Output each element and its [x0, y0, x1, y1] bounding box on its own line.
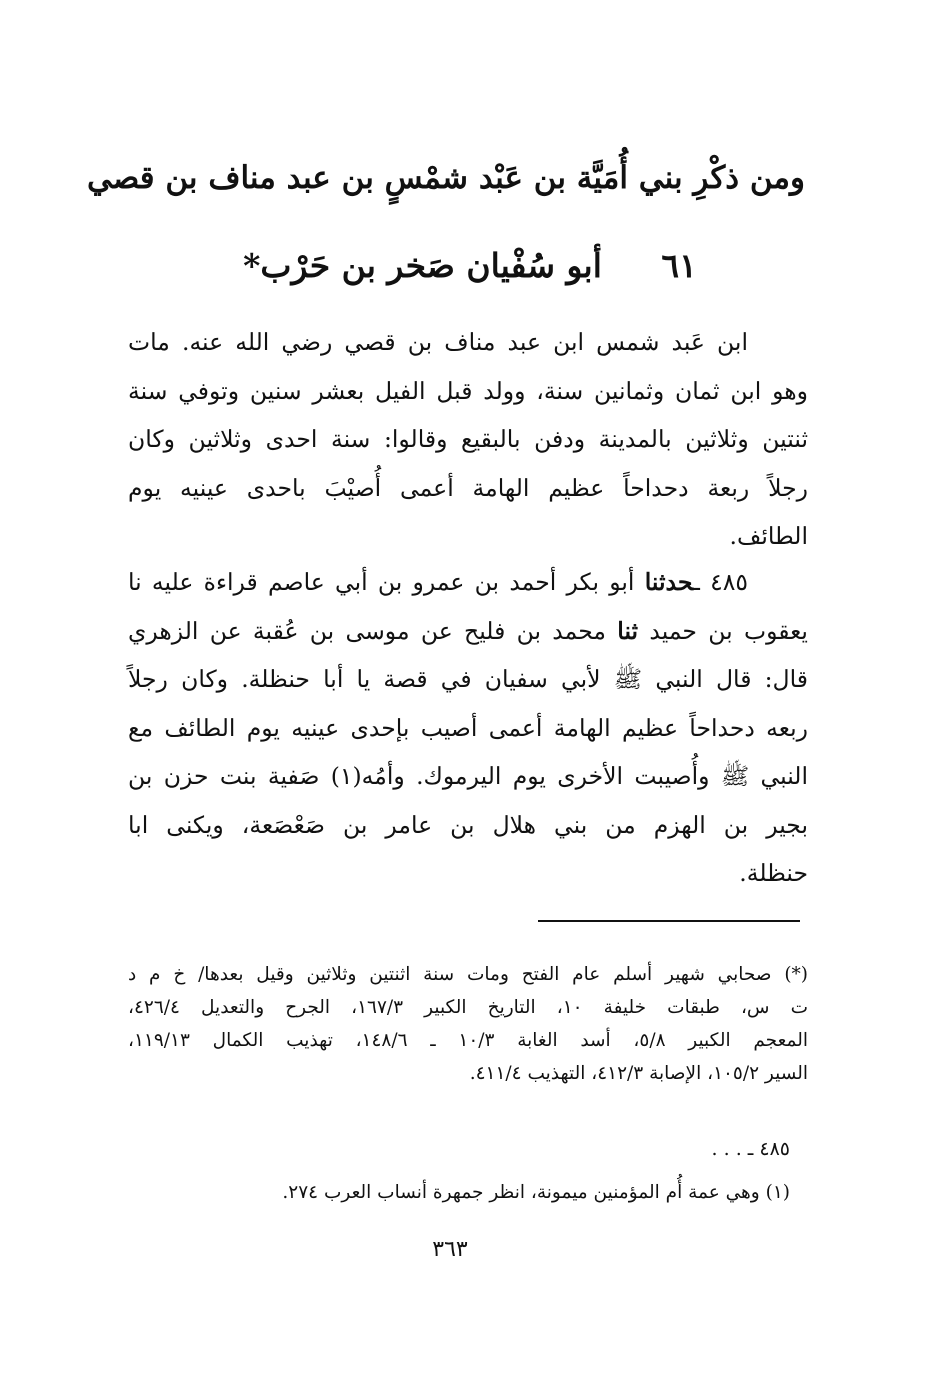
footnote-star [128, 958, 808, 1090]
footnote-line: المعجم الكبير ٥/٨، أسد الغابة ١٠/٣ ـ ١٤٨/٦، تهذيب الكمال ١١٩/١٣، [128, 1030, 808, 1051]
haddathana-word: حدثنا [644, 568, 693, 596]
hadith-paragraph [128, 558, 808, 898]
biography-paragraph [128, 318, 808, 561]
entry-number: ٦١ [661, 246, 697, 285]
hadith-line: بجير بن الهزم من بني هلال بن عامر بن صَعْصَعة، ويكنى ابا [128, 810, 808, 839]
hadith-number: ٤٨٥ ـ [693, 568, 748, 596]
hadith-line: قال: قال النبي ﷺ لأبي سفيان في قصة يا أبا حنظلة. وكان رجلاً [128, 665, 808, 693]
footnote-line: السير ١٠٥/٢، الإصابة ٤١٢/٣، التهذيب ٤١١/٤. [469, 1063, 808, 1084]
biography-line: الطائف. [729, 522, 808, 550]
hadith-line: النبي ﷺ وأُصيبت الأخرى يوم اليرموك. وأمُه(١) صَفية بنت حزن بن [128, 762, 808, 790]
section-heading: ومن ذكْرِ بني أُمَيَّة بن عَبْد شمْسٍ بن عبد مناف بن قصي [87, 160, 805, 196]
entry-name: أبو سُفْيان صَخر بن حَرْب* [243, 246, 602, 285]
hadith-isnad-text: يعقوب بن حميد [649, 616, 808, 645]
entry-title [170, 236, 770, 296]
hadith-line: ربعه دحداحاً عظيم الهامة أعمى أصيب بإحدى عينيه يوم الطائف مع [128, 713, 808, 742]
biography-line: وهو ابن ثمان وثمانين سنة، وولد قبل الفيل بعشر سنين وتوفي سنة [128, 376, 808, 405]
hadith-line [128, 558, 808, 607]
hadith-isnad-text: أبو بكر أحمد بن عمرو بن أبي عاصم قراءة عليه نا [128, 568, 635, 596]
hadith-isnad-text: محمد بن فليح عن موسى بن عُقبة عن الزهري [128, 616, 606, 645]
biography-line: رجلاً ربعة دحداحاً عظيم الهامة أعمى أُصيْبَ باحدى عينيه يوم [128, 473, 808, 502]
thana-word: ثنا [617, 616, 639, 645]
page-number: ٣٦٣ [432, 1237, 468, 1262]
footnote-divider [538, 920, 800, 922]
footnote-one: (١) وهي عمة أُم المؤمنين ميمونة، انظر جمهرة أنساب العرب ٢٧٤. [282, 1182, 790, 1203]
footnote-hadith-ref: ٤٨٥ ـ . . . [711, 1138, 790, 1160]
biography-line: ابن عَبد شمس ابن عبد مناف بن قصي رضي الله عنه. مات [128, 328, 748, 356]
hadith-line: حنظلة. [739, 859, 808, 887]
hadith-line [128, 607, 808, 656]
biography-line: ثنتين وثلاثين بالمدينة ودفن بالبقيع وقالوا: سنة احدى وثلاثين وكان [128, 425, 808, 453]
footnote-line: (*) صحابي شهير أسلم عام الفتح ومات سنة اثنتين وثلاثين وقيل بعدها/ خ م د [128, 964, 808, 985]
footnote-line: ت س، طبقات خليفة ١٠، التاريخ الكبير ١٦٧/٣، الجرح والتعديل ٤٢٦/٤، [128, 997, 808, 1018]
